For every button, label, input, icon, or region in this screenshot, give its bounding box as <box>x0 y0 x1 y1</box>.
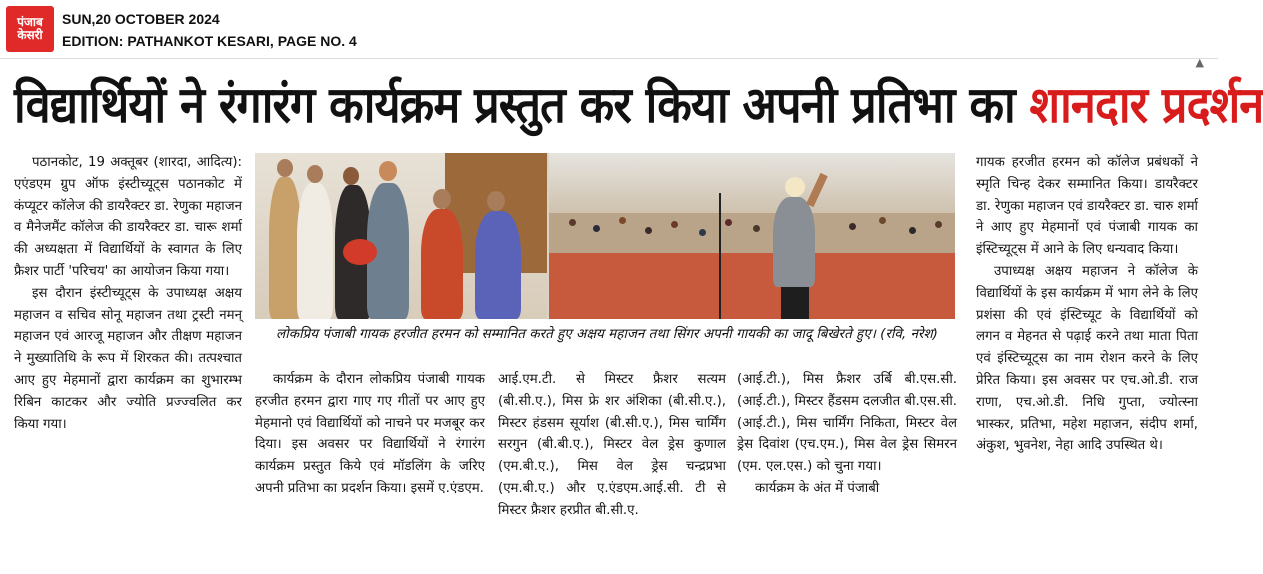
publication-date: SUN,20 OCTOBER 2024 <box>62 11 220 27</box>
article-paragraph: पठानकोट, 19 अक्तूबर (शारदा, आदित्य): एएंडएम ग्रुप ऑफ इंस्टीच्यूट्स पठानकोट में कंप्यूटर कॉलेज की डायरैक्टर डा. रेणुका महाजन व मैनेजमैंट कॉलेज की डायरैक्टर डा. चारू शर्मा की अध्यक्षता में विद्यार्थियों के स्वागत के लिए फ्रैशर पार्टी 'परिचय' का आयोजन किया गया। <box>14 155 242 279</box>
article-column-2 <box>255 369 485 570</box>
article-paragraph: कार्यक्रम के अंत में पंजाबी <box>755 480 880 496</box>
article-column-3 <box>498 369 726 570</box>
logo-line-1: पंजाब <box>17 15 43 30</box>
clipping-header <box>0 0 1218 58</box>
article-paragraph: इस दौरान इंस्टीच्यूट्स के उपाध्यक्ष अक्षय महाजन व सचिव सोनू महाजन तथा ट्रस्टी नमन् महाजन एवं आरजू महाजन और तीक्षण महाजन ने मुख्यातिथि के रूप में शिरकत की। तत्पश्चात आए हुए मेहमानों द्वारा कार्यक्रम का शुभारम्भ रिबिन काटकर और ज्योति प्रज्ज्वलित कर किया गया। <box>14 285 242 432</box>
article-paragraph: आई.एम.टी. से मिस्टर फ्रैशर सत्यम (बी.सी.ए.), मिस फ्रे शर अंशिका (बी.सी.ए.), मिस्टर हंडसम सूर्याश (बी.सी.ए.), मिस चार्मिंग सरगुन (बी.बी.ए.), मिस्टर वेल ड्रेस कुणाल (एम.बी.ए.), मिस वेल ड्रेस चन्द्रप्रभा (एम.बी.ए.) और ए.एंडएम.आई.सी. टी से मिस्टर फ्रैशर हरप्रीत बी.सी.ए. <box>498 372 726 518</box>
headline-highlight: शानदार प्रदर्शन <box>1029 76 1263 134</box>
article-column-4 <box>737 369 957 570</box>
article-paragraph: गायक हरजीत हरमन को कॉलेज प्रबंधकों ने स्मृति चिन्ह देकर सम्मानित किया। डायरैक्टर डा. रेणुका महाजन एवं डायरैक्टर डा. चारु शर्मा ने आए हुए मेहमानों एवं पंजाबी गायक का इंस्टिच्यूट्स में आने के लिए धन्यवाद किया। <box>976 155 1198 258</box>
article-paragraph: कार्यक्रम के दौरान लोकप्रिय पंजाबी गायक हरजीत हरमन द्वारा गाए गए गीतों पर आए हुए मेहमानो एवं विद्यार्थियों को नाचने पर मजबूर कर दिया। इस अवसर पर विद्यार्थियों ने रंगारंग कार्यक्रम प्रस्तुत किये एवं मॉडलिंग के जरिए अपनी प्रतिभा का प्रदर्शन किया। इसमें ए.एंडएम. <box>255 372 485 496</box>
photo-caption: लोकप्रिय पंजाबी गायक हरजीत हरमन को सम्मानित करते हुए अक्षय महाजन तथा सिंगर अपनी गायकी का जादू बिखेरते हुए। (रवि, नरेश) <box>276 326 938 342</box>
article-paragraph: उपाध्यक्ष अक्षय महाजन ने कॉलेज के विद्यार्थियों के इस कार्यक्रम में भाग लेने के लिए प्रशंसा की एवं इंस्टिच्यूट के विद्यार्थियों को लगन व मेहनत से पढ़ाई करने तथा माता पिता एवं इंस्टिच्यूट्स का नाम रोशन करने के लिए प्रेरित किया। इस अवसर पर एच.ओ.डी. राज राणा, एच.ओ.डी. निधि गुप्ता, ज्योत्स्ना भास्कर, प्रतिभा, महेश महाजन, संदीप शर्मा, अंकुश, भुवनेश, नेहा आदि उपस्थित थे। <box>976 263 1198 454</box>
headline-main: विद्यार्थियों ने रंगारंग कार्यक्रम प्रस्तुत कर किया अपनी प्रतिभा का <box>14 76 1015 134</box>
article-column-5 <box>976 152 1198 570</box>
logo-line-2: केसरी <box>17 28 43 42</box>
singer-performance-photo <box>549 153 955 319</box>
edition-meta <box>62 8 357 52</box>
article-column-1 <box>14 152 242 570</box>
edition-info: EDITION: PATHANKOT KESARI, PAGE NO. 4 <box>62 33 357 49</box>
punjab-kesari-logo <box>6 6 54 52</box>
article-paragraph: (आई.टी.), मिस फ्रैशर उर्बि बी.एस.सी. (आई.टी.), मिस्टर हैंडसम दलजीत बी.एस.सी. (आई.टी.), मिस चार्मिंग निकिता, मिस्टर वेल ड्रेस दिवांश (एच.एम.), मिस वेल ड्रेस सिमरन (एम. एल.एस.) को चुना गया। <box>737 372 957 475</box>
article-headline <box>14 70 1263 140</box>
scroll-up-arrow-icon[interactable]: ▲ <box>1195 56 1204 69</box>
article-photo-strip <box>255 153 955 319</box>
felicitation-photo <box>255 153 547 319</box>
header-divider <box>0 58 1218 59</box>
